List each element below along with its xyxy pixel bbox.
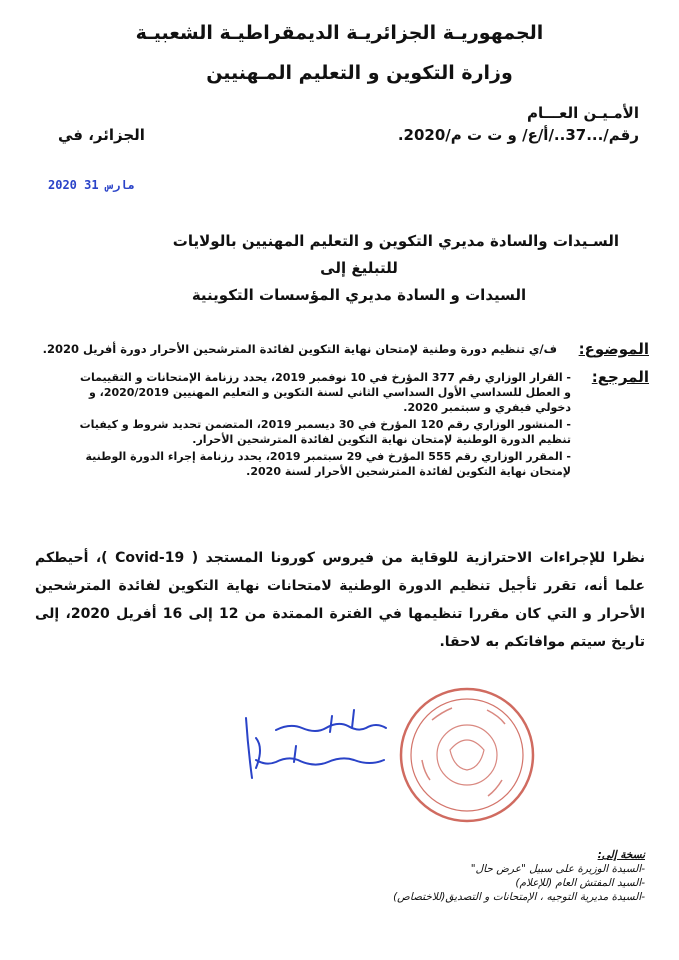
addressees [99,228,619,309]
signature [236,698,396,788]
copy-recipient: -السيد المفتش العام (للإعلام) [515,877,645,889]
copies-to [325,848,645,904]
reference-item: - المنشور الوزاري رقم 120 المؤرخ في 30 ديسمبر 2019، المتضمن تحديد شروط و كيفيات تنظيم الدورة الوطنية لإمتحان نهاية التكوين لفائدة المترشحين الأحرار. [79,418,571,446]
addressee-line-3: السيدات و السادة مديري المؤسسات التكوينية [191,286,527,304]
handwritten-date: 2020 مارس 31 [48,178,135,192]
city-date: الجزائر، في [58,126,145,144]
references-list [71,370,571,481]
republic-header: الجمهوريـة الجزائريـة الديمقراطيـة الشعبيـة [135,22,544,44]
addressee-line-2: للتبليغ إلى [320,259,398,277]
reference-item: - القرار الوزاري رقم 377 المؤرخ في 10 نوفمبر 2019، يحدد رزنامة الإمتحانات و التقييمات و العطل للسداسي الأول السداسي الثاني لسنة التكوين و التعليم المهنيين 2020/2019، و دخولي فيفري و سبتمبر 2020. [79,371,571,414]
copy-recipient: -السيدة مديرية التوجيه ، الإمتحانات و التصديق(للاختصاص) [393,891,645,903]
subject-text: ف/ي تنظيم دورة وطنية لإمتحان نهاية التكوين لفائدة المترشحين الأحرار دورة أفريل 2020. [42,342,557,356]
copy-recipient: -السيدة الوزيرة على سبيل "عرض حال" [470,863,645,875]
reference-number: رقم/...37../أ/ع/ و ت ت م/2020. [397,126,639,144]
secretary-general-title: الأمـيـن العـــام [527,104,639,122]
addressee-line-1: السـيدات والسادة مديري التكوين و التعليم المهنيين بالولايات [172,232,619,250]
ministry-header: وزارة التكوين و التعليم المـهنيين [206,62,513,84]
references-label: المرجع: [591,368,649,386]
letter-body: نظرا للإجراءات الاحترازية للوقاية من فيروس كورونا المستجد ( Covid-19 )، أحيطكم علما أنه، تقرر تأجيل تنظيم الدورة الوطنية لامتحانات نهاية التكوين لفائدة المترشحين الأحرار و التي كان مقررا تنظيمها في الفترة الممتدة من 12 إلى 16 أفريل 2020، إلى تاريخ سيتم موافاتكم به لاحقا. [35,550,646,650]
subject-label: الموضوع: [578,340,649,358]
reference-item: - المقرر الوزاري رقم 555 المؤرخ في 29 سبتمبر 2019، يحدد رزنامة إجراء الدورة الوطنية لإمتحان نهاية التكوين لفائدة المترشحين الأحرار لسنة 2020. [85,450,571,478]
copies-title: نسخة إلى: [597,849,645,861]
official-stamp [392,680,542,830]
